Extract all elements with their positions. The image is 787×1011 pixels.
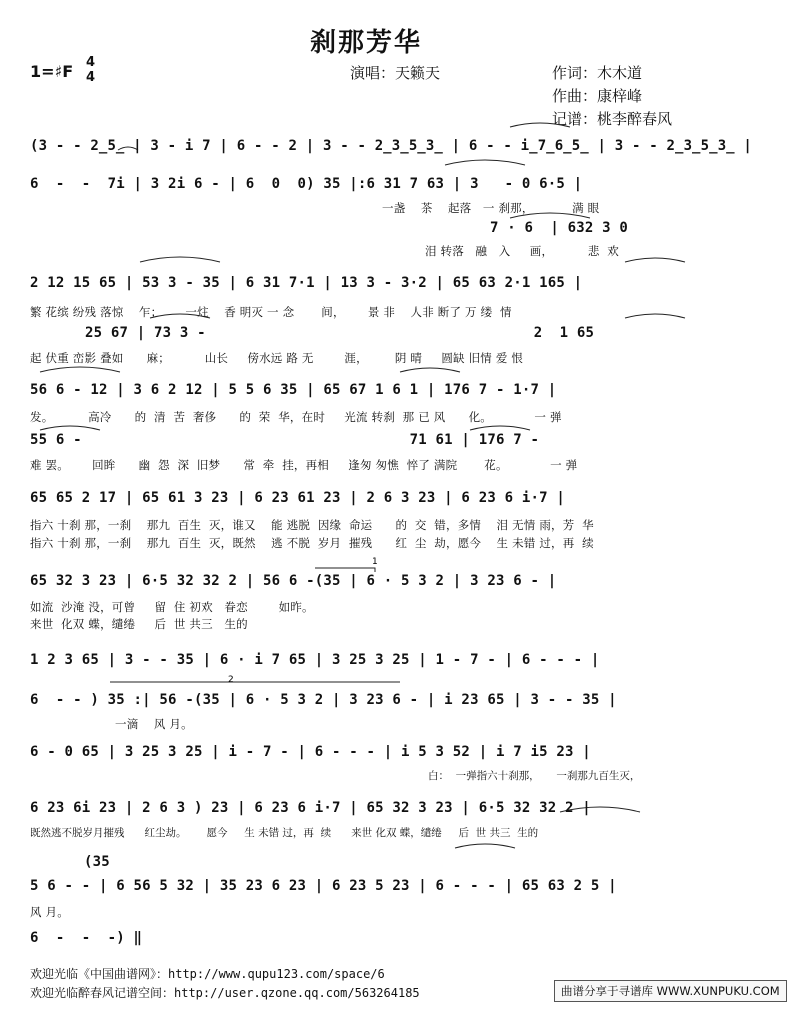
lyrics-line-8: 一滴 风 月。 bbox=[115, 717, 193, 731]
score-line-10: 6 23 6i 23 | 2 6 3 ) 23 | 6 23 6 i·7 | 65 32 3 23 | 6·5 32 32 2 | bbox=[30, 800, 591, 816]
score-line-3: 2 12 15 65 | 53 3 - 35 | 6 31 7·1 | 13 3 - 3·2 | 65 63 2·1 165 | bbox=[30, 275, 583, 291]
score-line-12: 6 - - -) ‖ bbox=[30, 930, 143, 946]
score-line-6: 65 32 3 23 | 6·5 32 32 2 | 56 6 -(35 | 6 · 5 3 2 | 3 23 6 - | bbox=[30, 573, 557, 589]
score-line-2-alt: 7 · 6 | 632 3 0 bbox=[490, 220, 629, 236]
lyrics-line-2: 一盏 茶 起落 一 刹那， 满 眼 bbox=[382, 201, 600, 215]
lyrics-line-6b: 来世 化双 蝶，缱绻 后 世 共三 生的 bbox=[30, 617, 248, 631]
score-line-4-alt: 55 6 - 71 61 | 176 7 - bbox=[30, 432, 540, 448]
lyrics-line-11: 风 月。 bbox=[30, 905, 69, 919]
score-line-5: 65 65 2 17 | 65 61 3 23 | 6 23 61 23 | 2 6 3 23 | 6 23 6 i·7 | bbox=[30, 490, 565, 506]
transcriber-credit: 记谱：桃李醉春风 bbox=[552, 110, 673, 128]
score-line-1: (3 - - 2̲5̲ | 3 - i 7 | 6 - - 2 | 3 - - 2̲3̲5̲3̲ | 6 - - i̲7̲6̲5̲ | 3 - - 2̲3̲5̲3̲ | bbox=[30, 138, 753, 154]
time-signature-bottom: 4 bbox=[86, 70, 96, 85]
score-line-2: 6 - - 7i | 3 2i 6 - | 6 0 0) 35 |:6 31 7 63 | 3 - 0 6·5 | bbox=[30, 176, 583, 192]
lyrics-line-3: 繁 花缤 纷残 落惊 乍； 一炷 香 明灭 一 念 间， 景 非 人非 断了 万 缕 情 bbox=[30, 305, 512, 319]
lyrics-line-9: 白： 一弹指六十刹那， 一刹那九百生灭， bbox=[428, 770, 641, 782]
svg-text:1: 1 bbox=[372, 557, 378, 567]
key-signature: 1=♯F bbox=[30, 62, 74, 81]
composer-credit: 作曲：康梓峰 bbox=[552, 87, 643, 105]
lyrics-line-2-alt: 泪 转落 融 入 画， 悲 欢 bbox=[425, 244, 619, 258]
score-line-7: 1 2 3 65 | 3 - - 35 | 6 · i 7 65 | 3 25 3 25 | 1 - 7 - | 6 - - - | bbox=[30, 652, 600, 668]
svg-text:2: 2 bbox=[228, 675, 234, 685]
singer-credit: 演唱：天籁天 bbox=[350, 64, 441, 82]
score-line-8: 6 - - ) 35 :| 56 -(35 | 6 · 5 3 2 | 3 23 6 - | i 23 65 | 3 - - 35 | bbox=[30, 692, 617, 708]
score-line-9: 6 - 0 65 | 3 25 3 25 | i - 7 - | 6 - - - | i 5 3 52 | i 7 i5 23 | bbox=[30, 744, 591, 760]
score-line-3-alt: 25 67 | 73 3 - 2 1 65 bbox=[85, 325, 595, 341]
score-line-4: 56 6 - 12 | 3 6 2 12 | 5 5 6 35 | 65 67 1 6 1 | 176 7 - 1·7 | bbox=[30, 382, 557, 398]
footer-link-2[interactable]: 欢迎光临醉春风记谱空间：http://user.qzone.qq.com/563264185 bbox=[30, 986, 420, 1000]
lyrics-line-5b: 指六 十刹 那，一刹 那九 百生 灭，既然 逃 不脱 岁月 摧残 红 尘 劫，愿今 生 未错 过，再 续 bbox=[30, 536, 594, 550]
time-signature-top: 4 bbox=[86, 55, 96, 70]
lyrics-line-3-alt: 起 伏重 峦影 叠如 麻； 山长 傍水远 路 无 涯， 阴 晴 圆缺 旧情 爱 恨 bbox=[30, 351, 524, 365]
source-stamp: 曲谱分享于寻谱库 WWW.XUNPUKU.COM bbox=[554, 980, 787, 1002]
song-title: 刹那芳华 bbox=[309, 28, 422, 58]
lyrics-line-10: 既然逃不脱岁月摧残 红尘劫。 愿今 生 未错 过，再 续 来世 化双 蝶，缱绻 后 世 共三 生的 bbox=[30, 827, 539, 839]
lyrics-line-4: 发。 高冷 的 清 苦 奢侈 的 荣 华，在时 光流 转刹 那 已 风 化。 一 弹 bbox=[30, 410, 562, 424]
score-line-11: 5 6 - - | 6 56 5 32 | 35 23 6 23 | 6 23 5 23 | 6 - - - | 65 63 2 5 | bbox=[30, 878, 617, 894]
lyrics-line-6: 如流 沙淹 没，可曾 留 住 初欢 眷恋 如昨。 bbox=[30, 600, 314, 614]
lyrics-line-4-alt: 难 罢。 回眸 幽 怨 深 旧梦 常 牵 挂，再相 逢匆 匆憔 悴了 满院 花。 一 弹 bbox=[30, 458, 578, 472]
lyricist-credit: 作词：木木道 bbox=[552, 64, 643, 82]
lyrics-line-5: 指六 十刹 那，一刹 那九 百生 灭，谁又 能 逃脱 因缘 命运 的 交 错，多情 泪 无情 雨，芳 华 bbox=[30, 518, 594, 532]
footer-link-1[interactable]: 欢迎光临《中国曲谱网》：http://www.qupu123.com/space/6 bbox=[30, 967, 385, 981]
score-line-11-pickup: (35 bbox=[84, 854, 110, 870]
